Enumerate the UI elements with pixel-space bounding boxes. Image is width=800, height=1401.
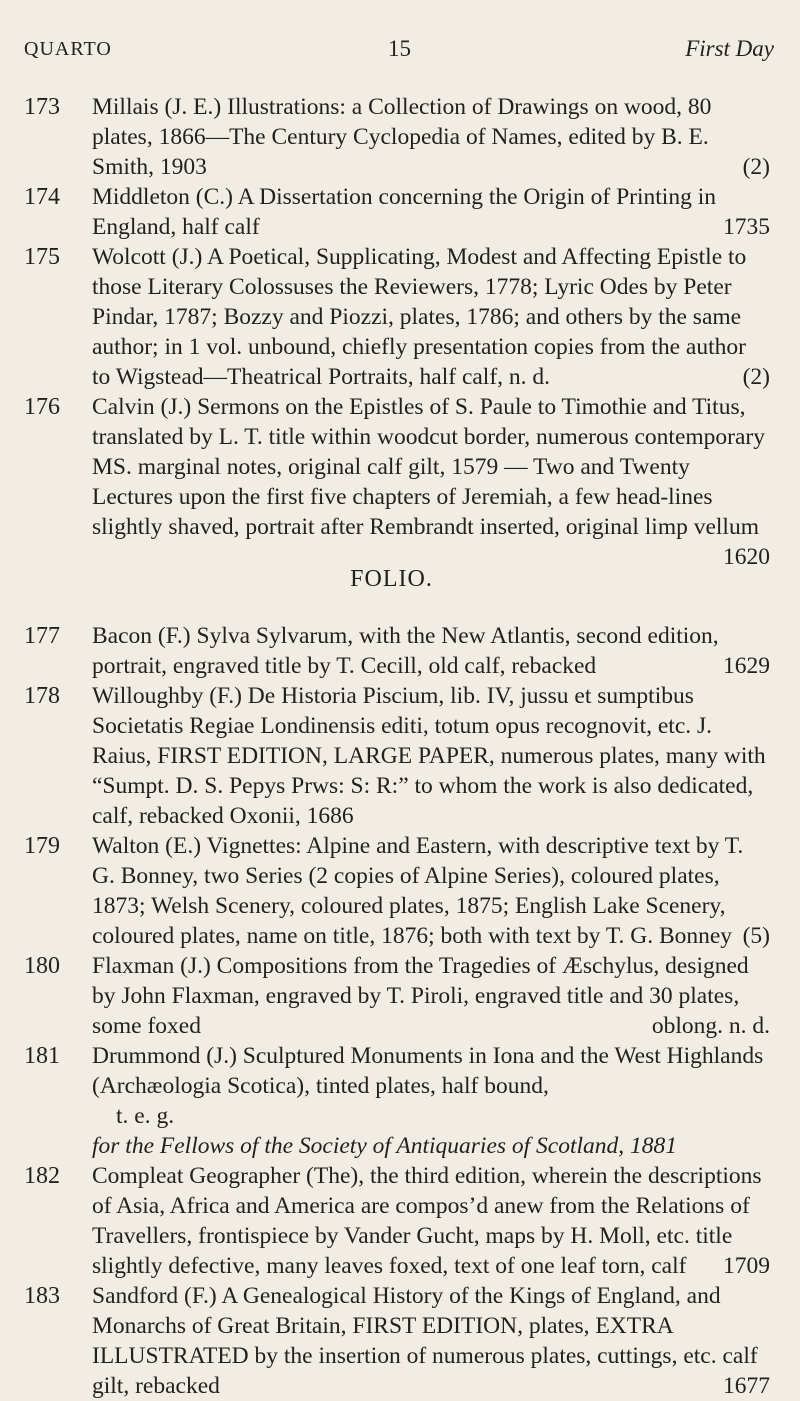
lot-trail: 1735 <box>723 214 770 240</box>
lot-trail: oblong. n. d. <box>651 1013 770 1039</box>
lot-174 <box>0 182 800 242</box>
lot-trail: (2) <box>742 364 770 390</box>
lot-description: Sandford (F.) A Genealogical History of the Kings of England, and Monarchs of Great Britain, FIRST EDITION, plates, EXTRA ILLUSTRATED by the insertion of numerous plates, cuttings, etc. calf gilt, rebacked <box>92 1283 758 1399</box>
running-header <box>24 36 774 66</box>
lot-175 <box>0 242 800 392</box>
lot-trail: (2) <box>742 154 770 180</box>
lot-description: Middleton (C.) A Dissertation concerning the Origin of Printing in England, half calf <box>92 184 716 240</box>
lot-180 <box>0 951 800 1041</box>
lot-179 <box>0 831 800 951</box>
lot-182 <box>0 1161 800 1281</box>
lot-178 <box>0 681 800 831</box>
section-title: FOLIO. <box>350 566 433 592</box>
lot-description: Wolcott (J.) A Poetical, Supplicating, Modest and Affecting Epistle to those Literary Colossuses the Reviewers, 1778; Lyric Odes by Peter Pindar, 1787; Bozzy and Piozzi, plates, 1786; and others by the same author; in 1 vol. unbound, chiefly presentation copies from the author to Wigstead—Theatrical Portraits, half calf, n. d. <box>92 244 747 390</box>
page-number: 15 <box>388 36 411 61</box>
lot-trail: 1709 <box>723 1253 770 1279</box>
lot-tail: for the Fellows of the Society of Antiquaries of Scotland, 1881 <box>92 1133 678 1159</box>
lot-description: Bacon (F.) Sylva Sylvarum, with the New Atlantis, second edition, portrait, engraved title by T. Cecill, old calf, rebacked <box>92 623 719 679</box>
lot-183 <box>0 1281 800 1401</box>
lot-description: Millais (J. E.) Illustrations: a Collection of Drawings on wood, 80 plates, 1866—The Century Cyclopedia of Names, edited by B. E. Smith, 1903 <box>92 94 712 180</box>
lot-number: 177 <box>24 623 60 649</box>
lot-trail: 1620 <box>723 544 770 570</box>
lot-number: 178 <box>24 683 60 709</box>
header-left: QUARTO <box>24 38 112 60</box>
lot-description: Willoughby (F.) De Historia Piscium, lib. IV, jussu et sumptibus Societatis Regiae Londinensis editi, totum opus recognovit, etc. J. Raius, FIRST EDITION, LARGE PAPER, numerous plates, many with “Sumpt. D. S. Pepys Prws: S: R:” to whom the work is also dedicated, calf, rebacked Oxonii, 1686 <box>92 683 766 829</box>
lot-176 <box>0 392 800 570</box>
lot-number: 174 <box>24 184 60 210</box>
lot-trail: (5) <box>742 923 770 949</box>
lot-173 <box>0 92 800 182</box>
lot-number: 181 <box>24 1043 60 1069</box>
entry-list <box>0 92 800 1401</box>
lot-number: 173 <box>24 94 60 120</box>
lot-number: 182 <box>24 1163 60 1189</box>
lot-description: Drummond (J.) Sculptured Monuments in Iona and the West Highlands (Archæologia Scotica), tinted plates, half bound, <box>92 1043 764 1099</box>
lot-description: Walton (E.) Vignettes: Alpine and Eastern, with descriptive text by T. G. Bonney, two Series (2 copies of Alpine Series), coloured plates, 1873; Welsh Scenery, coloured plates, 1875; English Lake Scenery, coloured plates, name on title, 1876; both with text by T. G. Bonney <box>92 833 744 949</box>
lot-trail: 1677 <box>723 1373 770 1399</box>
header-right: First Day <box>685 36 774 61</box>
lot-number: 180 <box>24 953 60 979</box>
lot-number: 179 <box>24 833 60 859</box>
lot-181 <box>0 1041 800 1161</box>
lot-trail: 1629 <box>723 653 770 679</box>
lot-number: 176 <box>24 394 60 420</box>
lot-description: Calvin (J.) Sermons on the Epistles of S. Paule to Timothie and Titus, translated by L. T. title within woodcut border, numerous contemporary MS. marginal notes, original calf gilt, 1579 — Two and Twenty Lectures upon the first five chapters of Jeremiah, a few head-lines slightly shaved, portrait after Rembrandt inserted, original limp vellum <box>92 394 765 540</box>
lot-number: 183 <box>24 1283 60 1309</box>
lot-177 <box>0 621 800 681</box>
lot-description: Compleat Geographer (The), the third edition, wherein the descriptions of Asia, Africa and America are compos’d anew from the Relations of Travellers, frontispiece by Vander Gucht, maps by H. Moll, etc. title slightly defective, many leaves foxed, text of one leaf torn, calf <box>92 1163 762 1279</box>
lot-note: t. e. g. <box>116 1103 175 1129</box>
lot-description: Flaxman (J.) Compositions from the Tragedies of Æschylus, designed by John Flaxman, engraved by T. Piroli, engraved title and 30 plates, some foxed <box>92 953 749 1039</box>
lot-number: 175 <box>24 244 60 270</box>
